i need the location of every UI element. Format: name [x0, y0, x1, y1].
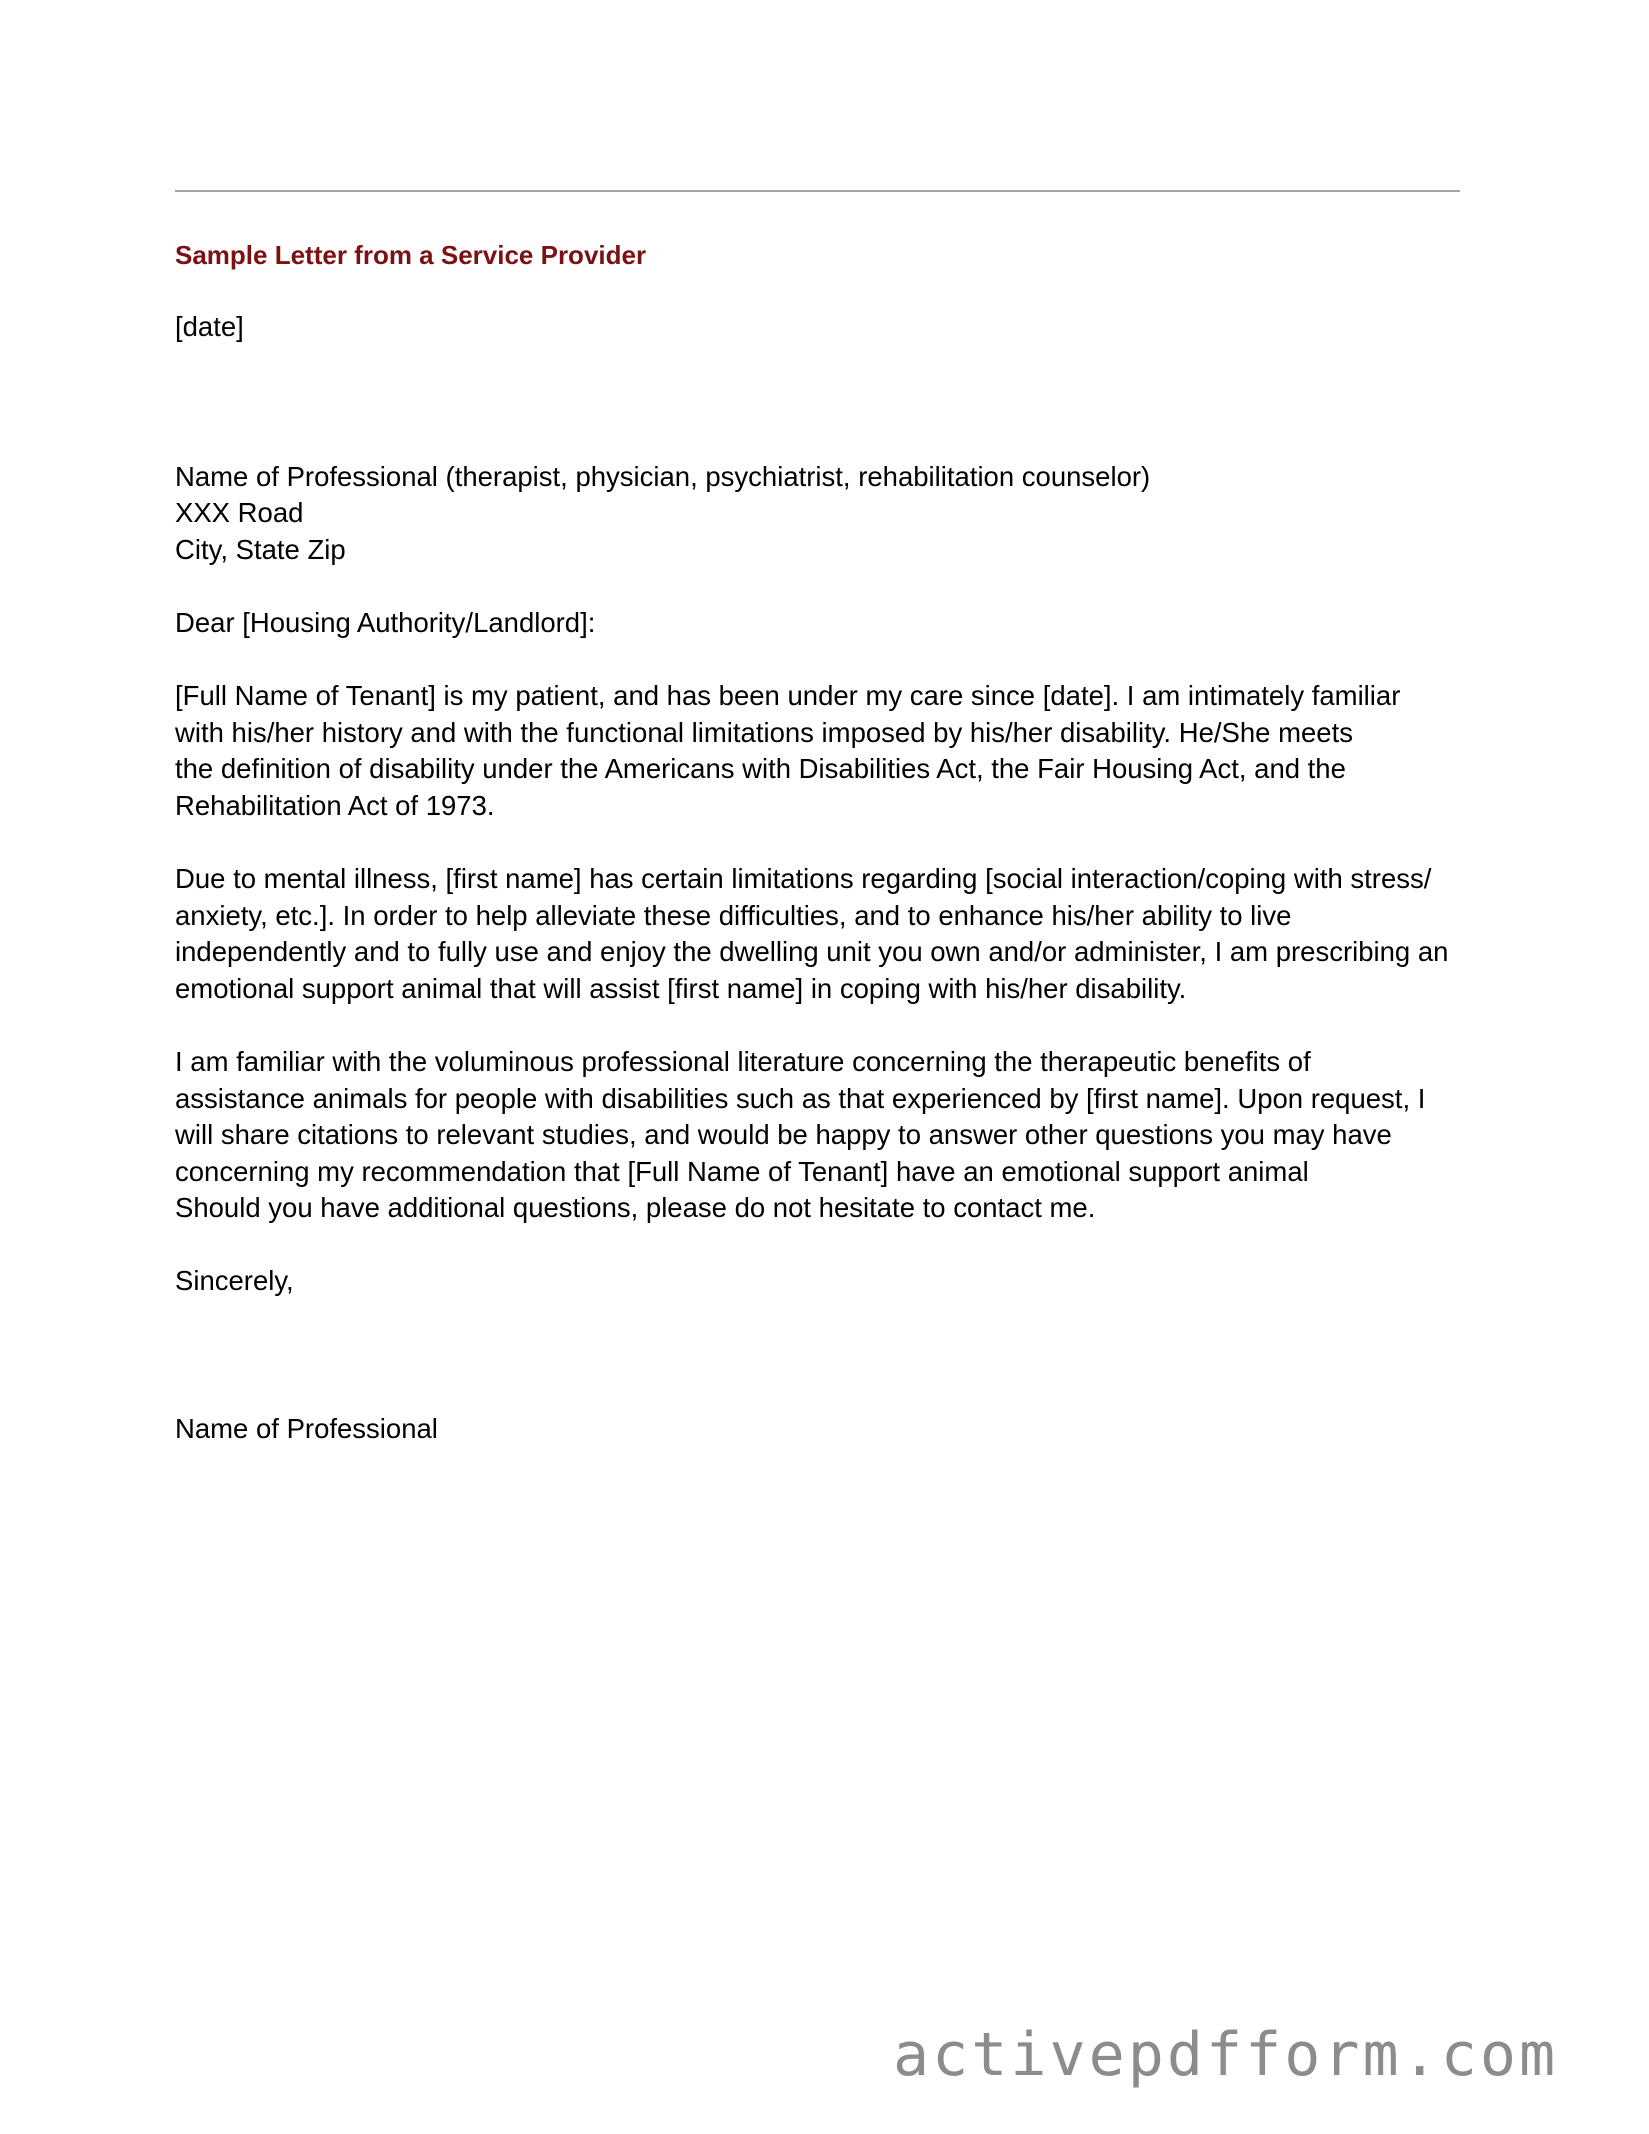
paragraph-3-line: will share citations to relevant studies, and would be happy to answer other questions you may have [175, 1119, 1392, 1150]
watermark: activepdfform.com [893, 2020, 1559, 2090]
paragraph-2-line: independently and to fully use and enjoy the dwelling unit you own and/or administer, I am prescribing an [175, 936, 1449, 967]
paragraph-3-line: Should you have additional questions, please do not hesitate to contact me. [175, 1192, 1096, 1223]
paragraph-3-line: assistance animals for people with disabilities such as that experienced by [first name]. Upon request, I [175, 1082, 1426, 1114]
letter-date: [date] [175, 311, 244, 342]
paragraph-1-line: with his/her history and with the functional limitations imposed by his/her disability. He/She meets [175, 716, 1353, 748]
header-rule [175, 190, 1460, 192]
paragraph-1-line: Rehabilitation Act of 1973. [175, 789, 495, 821]
paragraph-2 [175, 861, 1448, 1007]
salutation: Dear [Housing Authority/Landlord]: [175, 607, 596, 638]
paragraph-1-line: the definition of disability under the Americans with Disabilities Act, the Fair Housing Act, and the [175, 753, 1346, 784]
paragraph-2-line: Due to mental illness, [first name] has certain limitations regarding [social interaction/coping with stress/ [175, 863, 1432, 894]
paragraph-1 [175, 678, 1400, 824]
paragraph-3-line: I am familiar with the voluminous professional literature concerning the therapeutic benefits of [175, 1046, 1311, 1077]
closing: Sincerely, [175, 1265, 294, 1296]
paragraph-2-line: anxiety, etc.]. In order to help alleviate these difficulties, and to enhance his/her ability to live [175, 899, 1292, 931]
sender-name-line: Name of Professional (therapist, physician, psychiatrist, rehabilitation counselor) [175, 461, 1151, 492]
paragraph-3-line: concerning my recommendation that [Full Name of Tenant] have an emotional support animal [175, 1155, 1309, 1187]
letter-title: Sample Letter from a Service Provider [175, 240, 647, 270]
paragraph-2-line: emotional support animal that will assist [first name] in coping with his/her disability. [175, 972, 1187, 1004]
paragraph-1-line: [Full Name of Tenant] is my patient, and has been under my care since [date]. I am intimately familiar [175, 680, 1401, 711]
sender-street: XXX Road [175, 497, 304, 528]
paragraph-3 [175, 1044, 1425, 1227]
sender-city-state-zip: City, State Zip [175, 534, 346, 565]
signature-name: Name of Professional [175, 1413, 438, 1444]
